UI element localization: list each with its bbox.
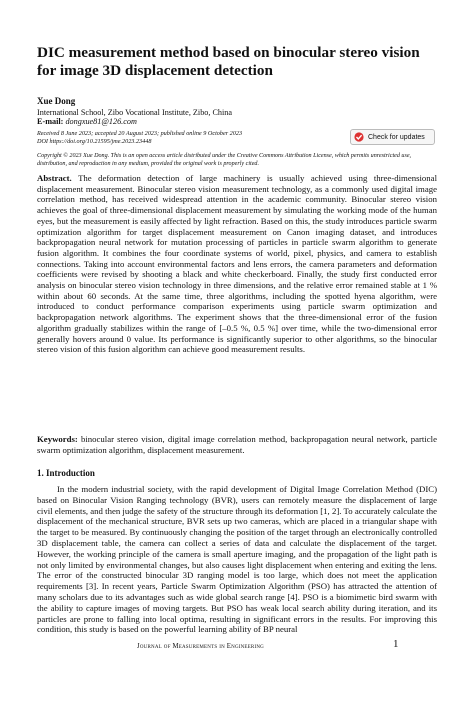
keywords-text: binocular stereo vision, digital image correlation method, backpropagation neural network, particle swarm optimization algorithm, displacement measurement. xyxy=(37,434,437,455)
received-line: Received 8 June 2023; accepted 20 August 2023; published online 9 October 2023 xyxy=(37,130,243,137)
abstract-label: Abstract. xyxy=(37,173,72,183)
publication-dates xyxy=(37,130,242,146)
email-label: E-mail: xyxy=(37,117,64,126)
abstract xyxy=(37,173,437,355)
doi-line[interactable]: DOI https://doi.org/10.21595/jme.2023.23448 xyxy=(37,138,152,145)
abstract-text: The deformation detection of large machinery is usually achieved using three-dimensional displacement measurement. Binocular stereo vision measurement technology, as a commonly used digital image correlation method, has received widespread attention in the academic community. Binocular stereo vision achieves the goal of three-dimensional displacement measurement by simulating the working mode of the human eyes, but the measurement is easily affected by light refraction. Based on this, the study introduces particle swarm optimization algorithm for target displacement measurement on Canon imaging dataset, and introduces backpropagation neural network for mutation processing of particles in particle swarm algorithm to generate fusion algorithm. It combines the four coordinate systems of world, pixel, physics, and camera to establish connections. Taking into account environmental factors and lens errors, the camera parameters and deformation coefficients were revised by shooting a black and white checkerboard. Finally, the study first conducted error analysis on binocular stereo vision technology in three dimensions, and the relative error remained stable at 1 % within about 60 seconds. At the same time, three algorithms, including the spotted hyena algorithm, were introduced to conduct performance comparison experiments using particle swarm optimization and backpropagation network algorithms. The experiment shows that the three-dimensional error of the fusion algorithm gradually stabilizes within the range of [–0.5 %, 0.5 %] over time, while the two-dimensional error generally hovers around 0 value. Its performance is significantly superior to other algorithms, so the binocular stereo vision of this fusion algorithm can achieve good measurement results. xyxy=(37,173,437,355)
crossmark-icon xyxy=(354,132,364,142)
journal-footer: Journal of Measurements in Engineering xyxy=(137,643,264,650)
keywords-label: Keywords: xyxy=(37,434,78,444)
email-address[interactable]: dongxue81@126.com xyxy=(65,117,137,126)
page-number: 1 xyxy=(393,638,399,650)
author-name: Xue Dong xyxy=(37,96,76,106)
check-for-updates-label: Check for updates xyxy=(368,133,425,141)
check-for-updates-button[interactable] xyxy=(350,129,435,145)
copyright-notice: Copyright © 2023 Xue Dong. This is an open access article distributed under the Creative Commons Attribution License, which permits unrestricted use, distribution, and reproduction in any medium, provided the original work is properly cited. xyxy=(37,153,412,167)
author-email xyxy=(37,117,137,126)
section-heading-introduction: 1. Introduction xyxy=(37,468,95,478)
introduction-paragraph: In the modern industrial society, with the rapid development of Digital Image Correlation Method (DIC) based on Binocular Vision Ranging technology (BVR), users can remotely measure the displacement of large civil elements, and then judge the safety of the structure through its deformation [1, 2]. To accurately calculate the displacement of the mechanical structure, BVR sets up two cameras, which are placed in a triangular shape with the target to be measured. By continuously changing the position of the target through an electronically controlled 3D displacement table, the camera can collect a series of data and calculate the displacement of the target. However, the working principle of the camera is small aperture imaging, and the propagation of the light path is not only limited by environmental changes, but also causes light displacement when entering and exiting the lens. The error of the constructed binocular 3D ranging model is too large, which does not meet the application requirements [3]. In recent years, Particle Swarm Optimization Algorithm (PSO) has attracted the attention of many scholars due to its advantages such as wide global search range [4]. PSO is a biomimetic bird swarm with the ability to capture images of moving targets. But PSO has weak local search ability during iteration, and its particles are prone to falling into local optima, resulting in significant errors in the results. For improving this condition, this study is based on the powerful learning ability of BP neural xyxy=(37,484,437,635)
affiliation: International School, Zibo Vocational Institute, Zibo, China xyxy=(37,108,233,117)
paper-title: DIC measurement method based on binocular stereo vision for image 3D displacement detection xyxy=(37,44,420,79)
keywords xyxy=(37,434,437,455)
